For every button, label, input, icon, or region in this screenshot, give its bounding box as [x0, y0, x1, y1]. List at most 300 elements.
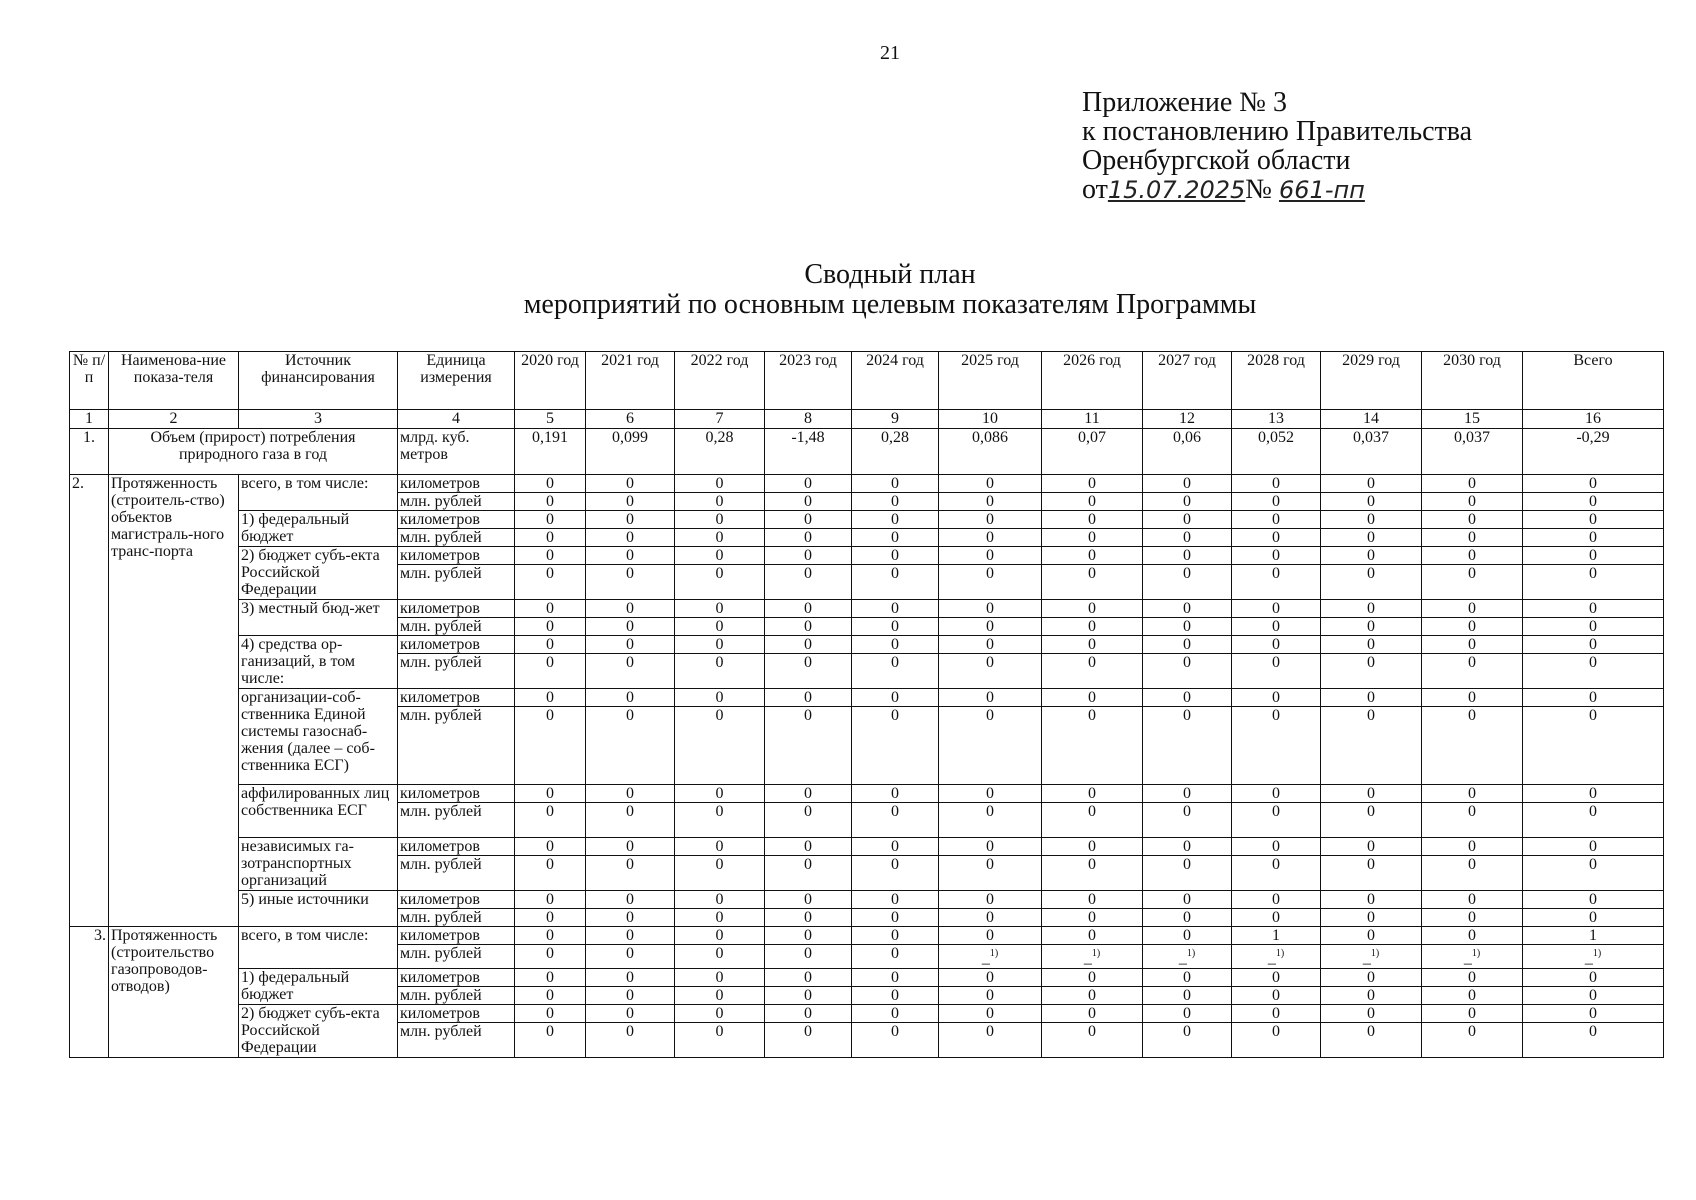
value-cell: 0 [1143, 511, 1232, 529]
value-cell: 0 [1523, 891, 1664, 909]
value-cell: 0 [765, 785, 852, 803]
value-cell: 0 [1321, 565, 1422, 600]
value-cell: 0 [675, 475, 765, 493]
value-cell: -0,29 [1523, 429, 1664, 475]
value-cell: 0 [852, 565, 939, 600]
value-cell: 0 [1321, 707, 1422, 785]
value-text: 0 [891, 927, 899, 944]
value-cell [675, 927, 765, 945]
unit-cell: млрд. куб. метров [398, 429, 515, 475]
value-cell [1523, 945, 1664, 969]
value-text: 1 [1589, 927, 1597, 944]
value-cell [1143, 927, 1232, 945]
value-cell: 0 [586, 891, 675, 909]
value-cell: 0 [1422, 1023, 1523, 1058]
unit-cell: километров [398, 636, 515, 654]
value-cell [1143, 945, 1232, 969]
value-text: _ [1083, 949, 1092, 967]
financing-source: организации-соб-ственника Единой системы газоснаб-жения (далее – соб-ственника ЕСГ) [239, 689, 398, 785]
value-cell: 0 [1143, 891, 1232, 909]
value-cell [852, 945, 939, 969]
value-cell: 0 [1422, 689, 1523, 707]
value-cell: 0 [1042, 803, 1143, 838]
value-cell: 0 [765, 475, 852, 493]
financing-source: всего, в том числе: [239, 927, 398, 969]
value-cell: 0 [852, 636, 939, 654]
value-cell: 0 [1422, 785, 1523, 803]
value-cell: 0 [1523, 600, 1664, 618]
value-cell: 0 [1042, 987, 1143, 1005]
value-cell: 0 [852, 909, 939, 927]
value-cell: 0 [1321, 547, 1422, 565]
value-cell: 0 [1232, 785, 1321, 803]
table-row [70, 891, 1664, 909]
value-cell: 0 [1143, 987, 1232, 1005]
column-number: 8 [765, 410, 852, 429]
value-cell: 0 [675, 636, 765, 654]
unit-cell: километров [398, 689, 515, 707]
table-row [70, 838, 1664, 856]
footnote-mark: 1) [1592, 948, 1602, 959]
value-cell: 0 [586, 600, 675, 618]
header-cell: 2023 год [765, 352, 852, 410]
value-cell: 0 [586, 969, 675, 987]
value-cell: 0 [515, 654, 586, 689]
unit-cell: километров [398, 785, 515, 803]
value-cell: 0 [675, 785, 765, 803]
table-row [70, 600, 1664, 618]
value-text: 0 [986, 927, 994, 944]
value-cell: 0,037 [1321, 429, 1422, 475]
value-cell: 0,28 [675, 429, 765, 475]
unit-cell: млн. рублей [398, 803, 515, 838]
value-cell: 0 [852, 475, 939, 493]
header-cell: 2021 год [586, 352, 675, 410]
value-text: _ [1463, 949, 1472, 967]
value-cell: 0 [1422, 987, 1523, 1005]
value-cell: 0 [939, 707, 1042, 785]
value-cell: 0 [586, 909, 675, 927]
value-cell: 0 [1422, 565, 1523, 600]
value-cell [1042, 927, 1143, 945]
value-cell: 0 [765, 511, 852, 529]
header-cell: Единица измерения [398, 352, 515, 410]
financing-source: 5) иные источники [239, 891, 398, 927]
value-cell: 0 [1232, 475, 1321, 493]
value-cell: 0 [586, 618, 675, 636]
value-cell: 0 [1143, 856, 1232, 891]
value-cell: 0 [852, 511, 939, 529]
value-cell: 0 [1321, 529, 1422, 547]
value-cell: 0 [939, 600, 1042, 618]
value-cell: 0 [586, 547, 675, 565]
value-text: 1 [1272, 927, 1280, 944]
value-cell: 0 [586, 529, 675, 547]
value-cell [1232, 945, 1321, 969]
value-cell: 0 [1042, 785, 1143, 803]
value-cell: 0 [1523, 707, 1664, 785]
financing-source: всего, в том числе: [239, 475, 398, 511]
value-cell: 0 [852, 891, 939, 909]
value-cell: 0 [1042, 707, 1143, 785]
value-cell: 0 [675, 565, 765, 600]
value-cell: 0 [1422, 891, 1523, 909]
financing-source: 4) средства ор-ганизаций, в том числе: [239, 636, 398, 689]
value-cell: 0 [675, 838, 765, 856]
column-number: 5 [515, 410, 586, 429]
value-text: 0 [1367, 927, 1375, 944]
value-cell: 0 [1523, 654, 1664, 689]
value-cell: 0 [586, 707, 675, 785]
value-cell: 0 [515, 475, 586, 493]
value-cell: 0 [1042, 636, 1143, 654]
value-text: _ [1178, 949, 1187, 967]
value-cell: 0 [515, 511, 586, 529]
unit-cell: млн. рублей [398, 707, 515, 785]
value-cell: 0 [1232, 529, 1321, 547]
value-cell: 0,28 [852, 429, 939, 475]
page-number: 21 [880, 42, 900, 64]
value-cell: 0 [765, 707, 852, 785]
header-cell: 2022 год [675, 352, 765, 410]
appendix-line-1: Приложение № 3 [1082, 87, 1287, 118]
value-cell: 0 [1422, 969, 1523, 987]
value-cell: 0 [1321, 838, 1422, 856]
value-cell: 0 [1232, 987, 1321, 1005]
value-cell: 0 [515, 987, 586, 1005]
value-cell: 0 [765, 909, 852, 927]
date-prefix: от [1082, 174, 1108, 205]
value-cell: 0 [1042, 511, 1143, 529]
value-cell: 0 [1232, 636, 1321, 654]
value-cell: 0 [675, 856, 765, 891]
financing-source: 1) федеральный бюджет [239, 511, 398, 547]
value-cell [1321, 945, 1422, 969]
column-number: 11 [1042, 410, 1143, 429]
value-text: 0 [626, 927, 634, 944]
value-text: 0 [1468, 927, 1476, 944]
value-text: 0 [715, 927, 724, 944]
value-cell: 0 [1422, 636, 1523, 654]
value-cell: 0 [939, 689, 1042, 707]
value-cell: 0 [515, 785, 586, 803]
value-cell: -1,48 [765, 429, 852, 475]
header-cell: Всего [1523, 352, 1664, 410]
value-cell: 0 [1321, 654, 1422, 689]
value-cell: 0 [1042, 891, 1143, 909]
value-cell: 0 [1523, 838, 1664, 856]
financing-source: 2) бюджет субъ-екта Российской Федерации [239, 547, 398, 600]
value-cell: 0 [939, 511, 1042, 529]
header-cell: 2029 год [1321, 352, 1422, 410]
value-cell: 0 [852, 1023, 939, 1058]
value-cell: 0 [1143, 618, 1232, 636]
unit-cell: километров [398, 547, 515, 565]
value-cell: 0 [675, 654, 765, 689]
column-number: 13 [1232, 410, 1321, 429]
value-cell: 0 [1143, 654, 1232, 689]
value-cell: 0 [1143, 600, 1232, 618]
value-cell [939, 927, 1042, 945]
value-cell: 0 [1422, 475, 1523, 493]
value-cell: 0 [1042, 838, 1143, 856]
value-cell: 0 [1321, 636, 1422, 654]
value-cell: 0 [1523, 475, 1664, 493]
footnote-mark: 1) [1471, 948, 1481, 959]
appendix-line-4 [1082, 175, 1472, 205]
value-cell: 0 [939, 654, 1042, 689]
value-text: 0 [891, 945, 899, 962]
value-cell: 0 [1143, 1023, 1232, 1058]
value-cell: 0 [765, 600, 852, 618]
unit-cell: млн. рублей [398, 493, 515, 511]
value-cell: 0 [1143, 838, 1232, 856]
value-cell: 0 [939, 803, 1042, 838]
footnote-mark: 1) [1370, 948, 1380, 959]
value-cell: 0 [1523, 1023, 1664, 1058]
value-cell: 0 [1232, 909, 1321, 927]
value-cell: 0 [1143, 969, 1232, 987]
column-number: 10 [939, 410, 1042, 429]
value-cell [852, 927, 939, 945]
column-number: 6 [586, 410, 675, 429]
value-cell: 0 [939, 493, 1042, 511]
value-cell: 0 [1321, 909, 1422, 927]
footnote-mark: 1) [1275, 948, 1285, 959]
value-cell: 0,099 [586, 429, 675, 475]
number-prefix: № [1245, 174, 1273, 205]
value-cell: 0 [1422, 618, 1523, 636]
value-cell [515, 927, 586, 945]
unit-cell: млн. рублей [398, 529, 515, 547]
value-cell: 0 [1422, 803, 1523, 838]
value-cell: 0 [515, 565, 586, 600]
appendix-line-3: Оренбургской области [1082, 145, 1351, 176]
table-row [70, 785, 1664, 803]
value-cell: 0 [939, 856, 1042, 891]
value-cell: 0 [1232, 803, 1321, 838]
title-line-2: мероприятий по основным целевым показателям Программы [523, 289, 1257, 320]
value-cell: 0 [1232, 511, 1321, 529]
row-number: 2. [70, 475, 109, 927]
value-cell: 0 [939, 1005, 1042, 1023]
value-cell: 0,191 [515, 429, 586, 475]
value-cell: 0 [1232, 856, 1321, 891]
column-number: 16 [1523, 410, 1664, 429]
value-cell: 0 [852, 618, 939, 636]
value-cell: 0 [1042, 529, 1143, 547]
value-cell: 0 [852, 969, 939, 987]
appendix-block [1082, 88, 1472, 205]
table-row [70, 969, 1664, 987]
value-cell: 0 [1042, 909, 1143, 927]
value-cell: 0 [1321, 1023, 1422, 1058]
value-cell: 0 [675, 618, 765, 636]
value-cell: 0 [1143, 909, 1232, 927]
handwritten-number: 661-пп [1279, 176, 1365, 204]
value-cell: 0 [1042, 1023, 1143, 1058]
value-cell: 0 [1523, 909, 1664, 927]
value-cell: 0 [515, 618, 586, 636]
value-cell: 0 [765, 547, 852, 565]
value-cell: 0 [515, 547, 586, 565]
value-cell: 0 [939, 909, 1042, 927]
value-cell: 0 [1042, 969, 1143, 987]
value-cell: 0 [1042, 475, 1143, 493]
value-text: 0 [546, 945, 554, 962]
unit-cell: млн. рублей [398, 618, 515, 636]
value-cell: 0 [765, 1023, 852, 1058]
value-cell: 0 [675, 803, 765, 838]
value-cell: 0 [675, 1005, 765, 1023]
value-cell: 0 [1042, 547, 1143, 565]
value-cell: 0 [1523, 803, 1664, 838]
value-cell: 0 [1523, 1005, 1664, 1023]
header-cell: 2027 год [1143, 352, 1232, 410]
value-cell: 0 [765, 803, 852, 838]
unit-cell: млн. рублей [398, 1023, 515, 1058]
value-cell: 0 [1143, 1005, 1232, 1023]
value-cell [586, 927, 675, 945]
value-cell: 0 [515, 856, 586, 891]
column-number: 4 [398, 410, 515, 429]
value-cell: 0 [1143, 529, 1232, 547]
value-cell: 0 [939, 475, 1042, 493]
table-row [70, 475, 1664, 493]
value-cell: 0 [1422, 493, 1523, 511]
value-cell: 0 [586, 987, 675, 1005]
value-cell: 0 [586, 1005, 675, 1023]
value-cell: 0 [515, 493, 586, 511]
value-text: 0 [804, 945, 812, 962]
value-cell: 0 [1321, 618, 1422, 636]
value-text: _ [981, 949, 990, 967]
unit-cell: млн. рублей [398, 565, 515, 600]
value-cell: 0 [586, 785, 675, 803]
value-cell: 0 [939, 838, 1042, 856]
value-cell: 0 [1232, 654, 1321, 689]
value-text: 0 [1183, 927, 1191, 944]
value-cell: 0 [586, 838, 675, 856]
financing-source: 2) бюджет субъ-екта Российской Федерации [239, 1005, 398, 1058]
value-cell: 0 [515, 803, 586, 838]
value-cell: 0 [1143, 689, 1232, 707]
column-number: 14 [1321, 410, 1422, 429]
value-cell: 0 [1523, 547, 1664, 565]
value-cell: 0 [1042, 565, 1143, 600]
value-cell [1422, 945, 1523, 969]
value-cell: 0 [1232, 565, 1321, 600]
value-cell: 0 [852, 654, 939, 689]
value-cell: 0 [1232, 600, 1321, 618]
value-cell: 0 [1143, 707, 1232, 785]
table-row [70, 636, 1664, 654]
column-number: 12 [1143, 410, 1232, 429]
value-cell: 0 [675, 600, 765, 618]
value-cell: 0 [765, 529, 852, 547]
value-cell: 0 [1143, 493, 1232, 511]
row-number: 1. [70, 429, 109, 475]
unit-cell: млн. рублей [398, 909, 515, 927]
value-cell [675, 945, 765, 969]
value-cell: 0 [586, 803, 675, 838]
table-row [70, 1005, 1664, 1023]
value-cell: 0 [675, 969, 765, 987]
value-cell: 0 [586, 511, 675, 529]
value-cell: 0 [515, 636, 586, 654]
value-cell: 0 [1042, 600, 1143, 618]
value-cell: 0 [1523, 636, 1664, 654]
value-cell: 0 [1232, 707, 1321, 785]
value-cell: 0 [765, 838, 852, 856]
indicator-name: Протяженность (строительство газопроводов-отводов) [109, 927, 239, 1058]
value-cell: 0 [1321, 891, 1422, 909]
value-cell: 0 [1523, 969, 1664, 987]
value-text: 0 [546, 927, 554, 944]
value-cell [1523, 927, 1664, 945]
unit-cell: километров [398, 927, 515, 945]
value-cell: 0 [1422, 1005, 1523, 1023]
value-cell: 0 [1422, 654, 1523, 689]
unit-cell: млн. рублей [398, 856, 515, 891]
header-cell: Источник финансирования [239, 352, 398, 410]
value-cell: 0 [939, 987, 1042, 1005]
value-cell: 0 [515, 838, 586, 856]
value-cell: 0 [852, 987, 939, 1005]
header-cell: 2025 год [939, 352, 1042, 410]
value-cell: 0 [765, 565, 852, 600]
table-row [70, 429, 1664, 475]
value-cell: 0 [1422, 511, 1523, 529]
value-cell: 0 [586, 654, 675, 689]
value-cell: 0 [1422, 838, 1523, 856]
value-cell: 0 [1232, 493, 1321, 511]
value-cell: 0 [675, 891, 765, 909]
value-cell: 0 [675, 987, 765, 1005]
value-text: 0 [626, 945, 634, 962]
table-row [70, 547, 1664, 565]
value-cell: 0 [515, 529, 586, 547]
value-cell: 0 [1042, 856, 1143, 891]
value-cell: 0 [765, 987, 852, 1005]
value-cell: 0,037 [1422, 429, 1523, 475]
value-cell: 0 [852, 785, 939, 803]
value-cell: 0 [586, 475, 675, 493]
value-cell: 0 [765, 1005, 852, 1023]
value-cell: 0 [1042, 493, 1143, 511]
header-cell: 2030 год [1422, 352, 1523, 410]
value-text: 0 [804, 927, 812, 944]
value-cell: 0 [1232, 1023, 1321, 1058]
financing-source: 1) федеральный бюджет [239, 969, 398, 1005]
value-cell: 0 [1523, 689, 1664, 707]
value-cell: 0 [765, 689, 852, 707]
value-cell: 0 [515, 891, 586, 909]
value-cell: 0 [765, 636, 852, 654]
unit-cell: километров [398, 969, 515, 987]
value-cell: 0 [852, 1005, 939, 1023]
value-cell [765, 945, 852, 969]
header-cell: 2028 год [1232, 352, 1321, 410]
value-cell: 0 [765, 969, 852, 987]
value-text: 0 [1088, 927, 1096, 944]
value-cell: 0 [1232, 1005, 1321, 1023]
value-cell: 0 [1523, 493, 1664, 511]
value-cell: 0 [515, 909, 586, 927]
value-cell: 0 [675, 547, 765, 565]
unit-cell: млн. рублей [398, 987, 515, 1005]
value-cell: 0 [939, 969, 1042, 987]
